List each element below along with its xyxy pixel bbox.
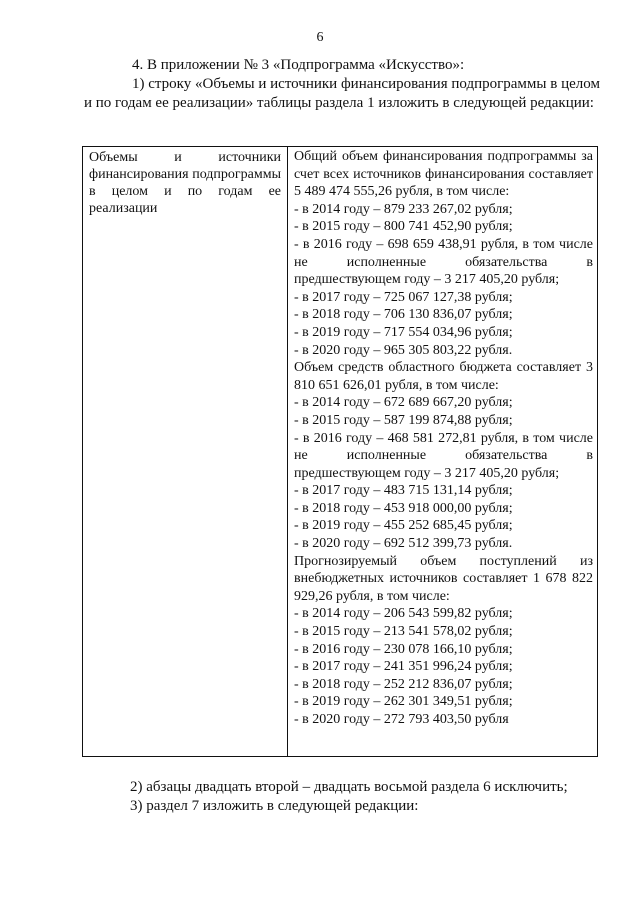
intro-heading: 4. В приложении № 3 «Подпрограмма «Искусство»: xyxy=(132,57,465,73)
table-line: - в 2017 году – 725 067 127,38 рубля; xyxy=(294,289,513,305)
table-line: - в 2016 году – 468 581 272,81 рубля, в том числе не исполненные обязательства в предшествующем году – 3 217 405,20 рубля; xyxy=(294,430,593,481)
table-line: - в 2018 году – 252 212 836,07 рубля; xyxy=(294,676,513,692)
table-line: - в 2020 году – 272 793 403,50 рубля xyxy=(294,712,509,727)
outro-item-2: 2) абзацы двадцать второй – двадцать восьмой раздела 6 исключить; xyxy=(130,779,568,795)
table-line: - в 2019 году – 262 301 349,51 рубля; xyxy=(294,694,513,710)
table-line: - в 2017 году – 241 351 996,24 рубля; xyxy=(294,659,513,675)
funding-table xyxy=(82,146,598,757)
page-number: 6 xyxy=(316,30,324,45)
table-right-cell xyxy=(288,147,597,756)
table-line: - в 2019 году – 455 252 685,45 рубля; xyxy=(294,518,513,534)
table-line: - в 2015 году – 587 199 874,88 рубля; xyxy=(294,412,513,428)
intro-section xyxy=(84,56,600,113)
table-line: - в 2017 году – 483 715 131,14 рубля; xyxy=(294,483,513,499)
table-line: - в 2014 году – 206 543 599,82 рубля; xyxy=(294,606,513,622)
table-line: - в 2019 году – 717 554 034,96 рубля; xyxy=(294,324,513,340)
table-line: - в 2015 году – 213 541 578,02 рубля; xyxy=(294,624,513,640)
table-line: - в 2016 году – 230 078 166,10 рубля; xyxy=(294,641,513,657)
table-line: - в 2014 году – 672 689 667,20 рубля; xyxy=(294,395,513,411)
table-line: Объем средств областного бюджета составляет 3 810 651 626,01 рубля, в том числе: xyxy=(294,360,593,393)
table-line: - в 2018 году – 453 918 000,00 рубля; xyxy=(294,500,513,516)
outro-item-3: 3) раздел 7 изложить в следующей редакции: xyxy=(130,798,419,814)
table-line: - в 2015 году – 800 741 452,90 рубля; xyxy=(294,219,513,235)
table-line: - в 2020 году – 965 305 803,22 рубля. xyxy=(294,342,513,358)
table-line: - в 2016 году – 698 659 438,91 рубля, в том числе не исполненные обязательства в предшествующем году – 3 217 405,20 рубля; xyxy=(294,236,593,288)
table-left-cell: Объемы и источники финансирования подпрограммы в целом и по годам ее реализации xyxy=(83,147,288,756)
table-line: Прогнозируемый объем поступлений из внебюджетных источников составляет 1 678 822 929,26 рубля, в том числе: xyxy=(294,553,593,604)
table-line: - в 2014 году – 879 233 267,02 рубля; xyxy=(294,201,513,217)
outro-section xyxy=(130,778,600,816)
intro-paragraph: 1) строку «Объемы и источники финансирования подпрограммы в целом и по годам ее реализации» таблицы раздела 1 изложить в следующей редакции: xyxy=(84,76,600,111)
table-line: Общий объем финансирования подпрограммы за счет всех источников финансирования составляет 5 489 474 555,26 рубля, в том числе: xyxy=(294,149,593,200)
table-line: - в 2020 году – 692 512 399,73 рубля. xyxy=(294,536,513,552)
table-line: - в 2018 году – 706 130 836,07 рубля; xyxy=(294,307,513,323)
